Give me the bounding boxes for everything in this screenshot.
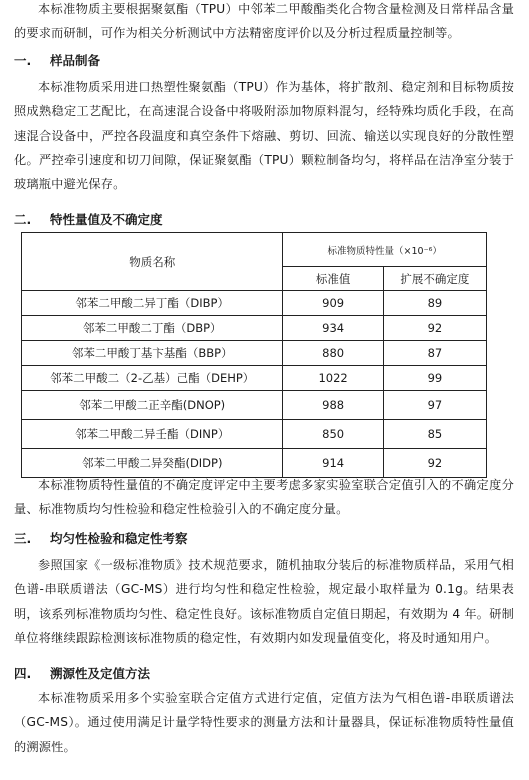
section-title: 溯源性及定值方法 [50,666,151,681]
table-row [22,420,487,449]
section-1-body: 本标准物质采用进口热塑性聚氨酯（TPU）作为基体，将扩散剂、稳定剂和目标物质按照成熟稳定工艺配比，在高速混合设备中将吸附添加物原料混匀，经特殊均质化手段，在高速混合设备中，严控各段温度和真空条件下熔融、剪切、回流、输送以实现良好的分散性塑化。严控牵引速度和切刀间隙，保证聚氨酯（TPU）颗粒制备均匀，将样品在洁净室分装于玻璃瓶中避光保存。 [14,80,514,192]
section-2-heading [14,210,163,230]
expanded-uncertainty: 92 [383,449,486,478]
substance-name: 邻苯二甲酸丁基卞基酯（BBP） [22,341,283,366]
expanded-uncertainty: 89 [383,291,486,316]
table-row [22,316,487,341]
expanded-uncertainty: 92 [383,316,486,341]
table-row [22,366,487,391]
table-row [22,391,487,420]
expanded-uncertainty: 99 [383,366,486,391]
standard-value: 988 [283,391,383,420]
name-header: 物质名称 [22,233,283,291]
substance-name: 邻苯二甲酸二异壬酯（DINP） [22,420,283,449]
standard-value: 1022 [283,366,383,391]
intro-paragraph: 本标准物质主要根据聚氨酯（TPU）中邻苯二甲酸酯类化合物含量检测及日常样品含量的要求而研制，可作为相关分析测试中方法精密度评价以及分析过程质量控制等。 [14,2,514,41]
reference-values-table [21,232,487,478]
section-4-body: 本标准物质采用多个实验室联合定值方式进行定值，定值方法为气相色谱-串联质谱法（GC-MS）。通过使用满足计量学特性要求的测量方法和计量器具，保证标准物质特性量值的溯源性。 [14,691,514,754]
section-title: 样品制备 [50,53,101,68]
table-row [22,291,487,316]
section-3-body: 参照国家《一级标准物质》技术规范要求，随机抽取分装后的标准物质样品，采用气相色谱-串联质谱法（GC-MS）进行均匀性和稳定性检验，规定最小取样量为 0.1g。结果表明，该系列标准物质均匀性、稳定性良好。该标准物质自定值日期起，有效期为 4 年。研制单位将继续跟踪检测该标准物质的稳定性，有效期内如发现量值变化，将及时通知用户。 [14,558,514,645]
section-number: 三. [14,531,32,546]
standard-value: 909 [283,291,383,316]
value-header: 标准值 [283,267,383,291]
section-1-heading [14,51,100,71]
substance-name: 邻苯二甲酸二丁酯（DBP） [22,316,283,341]
section-number: 一. [14,53,32,68]
section-title: 特性量值及不确定度 [50,212,163,227]
section-number: 四. [14,666,32,681]
standard-value: 850 [283,420,383,449]
uncertainty-header: 扩展不确定度 [383,267,486,291]
table-row [22,341,487,366]
substance-name: 邻苯二甲酸二异癸酯(DIDP) [22,449,283,478]
section-number: 二. [14,212,32,227]
section-title: 均匀性检验和稳定性考察 [50,531,188,546]
expanded-uncertainty: 97 [383,391,486,420]
substance-name: 邻苯二甲酸二（2-乙基）己酯（DEHP） [22,366,283,391]
section-4-heading [14,664,150,684]
expanded-uncertainty: 87 [383,341,486,366]
section-3-heading [14,529,188,549]
group-header: 标准物质特性量（×10⁻⁶） [283,233,487,267]
standard-value: 914 [283,449,383,478]
standard-value: 934 [283,316,383,341]
standard-value: 880 [283,341,383,366]
expanded-uncertainty: 85 [383,420,486,449]
substance-name: 邻苯二甲酸二异丁酯（DIBP） [22,291,283,316]
section-2-body: 本标准物质特性量值的不确定度评定中主要考虑多家实验室联合定值引入的不确定度分量、标准物质均匀性检验和稳定性检验引入的不确定度分量。 [14,478,514,517]
substance-name: 邻苯二甲酸二正辛酯(DNOP) [22,391,283,420]
